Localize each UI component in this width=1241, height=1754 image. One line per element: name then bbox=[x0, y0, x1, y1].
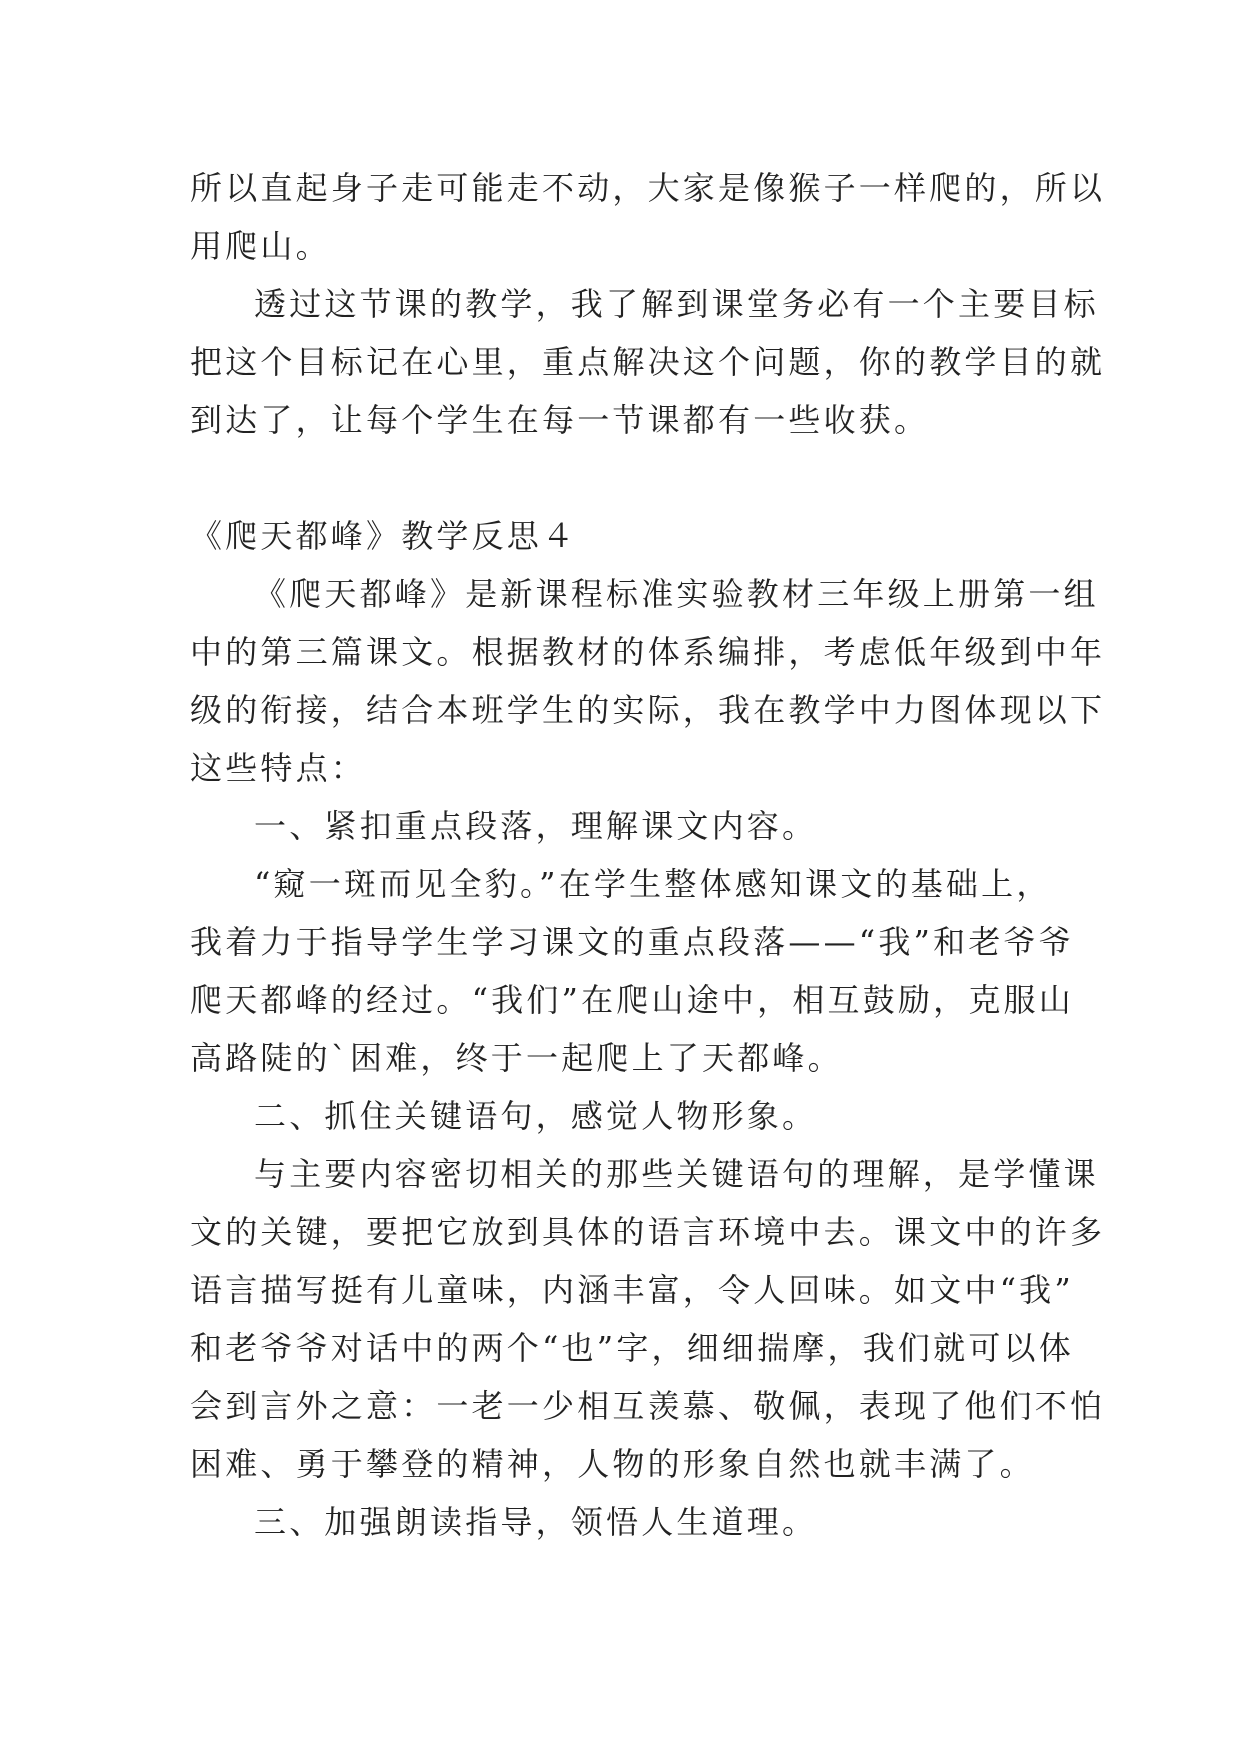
text-line: 爬天都峰的经过。“我们”在爬山途中，相互鼓励，克服山 bbox=[190, 981, 1074, 1019]
paragraph-first-line: “窥一斑而见全豹。”在学生整体感知课文的基础上， bbox=[254, 865, 1052, 903]
text-line: 文的关键，要把它放到具体的语言环境中去。课文中的许多 bbox=[190, 1213, 1106, 1251]
text-line: 用爬山。 bbox=[190, 227, 331, 265]
text-line: 把这个目标记在心里，重点解决这个问题，你的教学目的就 bbox=[190, 343, 1106, 381]
text-line: 语言描写挺有儿童味，内涵丰富，令人回味。如文中“我” bbox=[190, 1271, 1074, 1309]
text-line: 会到言外之意：一老一少相互羡慕、敬佩，表现了他们不怕 bbox=[190, 1387, 1106, 1425]
text-line: 到达了，让每个学生在每一节课都有一些收获。 bbox=[190, 401, 930, 439]
text-line: 所以直起身子走可能走不动，大家是像猴子一样爬的，所以 bbox=[190, 169, 1106, 207]
text-line: 高路陡的`困难，终于一起爬上了天都峰。 bbox=[190, 1039, 843, 1077]
section-title: 《爬天都峰》教学反思４ bbox=[190, 517, 578, 555]
paragraph-first-line: 与主要内容密切相关的那些关键语句的理解，是学懂课 bbox=[254, 1155, 1099, 1193]
text-line: 这些特点： bbox=[190, 749, 367, 787]
paragraph-first-line: 透过这节课的教学，我了解到课堂务必有一个主要目标 bbox=[254, 285, 1099, 323]
paragraph-first-line: 《爬天都峰》是新课程标准实验教材三年级上册第一组 bbox=[254, 575, 1099, 613]
text-line: 和老爷爷对话中的两个“也”字，细细揣摩，我们就可以体 bbox=[190, 1329, 1074, 1367]
text-line: 我着力于指导学生学习课文的重点段落——“我”和老爷爷 bbox=[190, 923, 1074, 961]
text-line: 困难、勇于攀登的精神，人物的形象自然也就丰满了。 bbox=[190, 1445, 1035, 1483]
subheading: 二、抓住关键语句，感觉人物形象。 bbox=[254, 1097, 818, 1135]
text-line: 中的第三篇课文。根据教材的体系编排，考虑低年级到中年 bbox=[190, 633, 1106, 671]
text-line: 级的衔接，结合本班学生的实际，我在教学中力图体现以下 bbox=[190, 691, 1106, 729]
subheading: 三、加强朗读指导，领悟人生道理。 bbox=[254, 1503, 818, 1541]
subheading: 一、紧扣重点段落，理解课文内容。 bbox=[254, 807, 818, 845]
